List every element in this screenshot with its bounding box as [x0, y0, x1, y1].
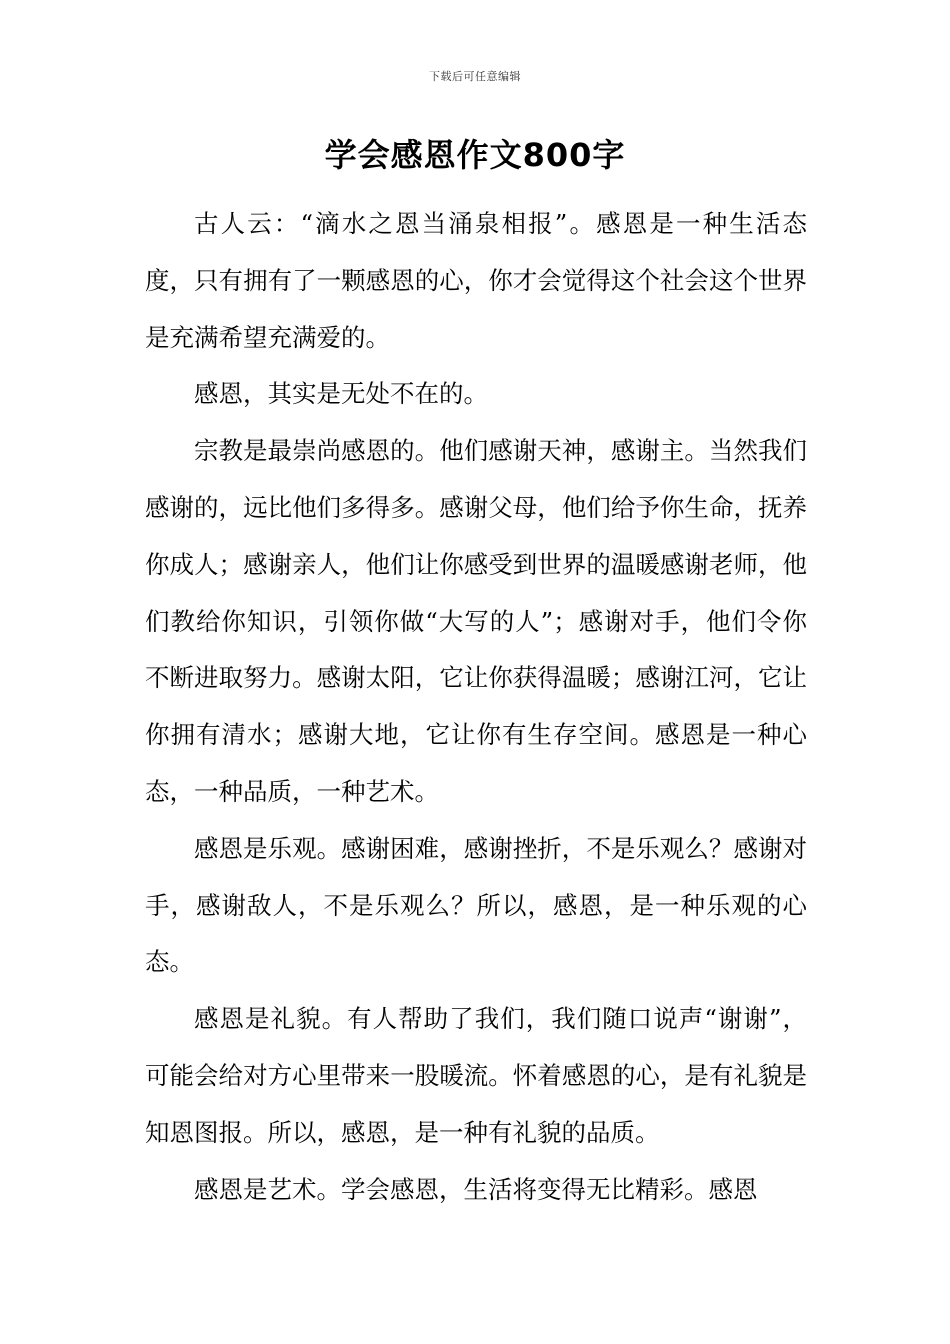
article-body — [145, 196, 807, 1218]
paragraph-4: 感恩是乐观。感谢困难，感谢挫折，不是乐观么？感谢对手，感谢敌人，不是乐观么？所以，感恩，是一种乐观的心态。 — [145, 833, 807, 977]
paragraph-2: 感恩，其实是无处不在的。 — [194, 379, 488, 409]
header-note: 下载后可任意编辑 — [429, 70, 521, 83]
paragraph-3: 宗教是最崇尚感恩的。他们感谢天神，感谢主。当然我们感谢的，远比他们多得多。感谢父母，他们给予你生命，抚养你成人；感谢亲人，他们让你感受到世界的温暖感谢老师，他们教给你知识，引领你做“大写的人”；感谢对手，他们令你不断进取努力。感谢太阳，它让你获得温暖；感谢江河，它让你拥有清水；感谢大地，它让你有生存空间。感恩是一种心态，一种品质，一种艺术。 — [145, 436, 807, 806]
paragraph-1: 古人云：“滴水之恩当涌泉相报”。感恩是一种生活态度，只有拥有了一颗感恩的心，你才会觉得这个社会这个世界是充满希望充满爱的。 — [145, 209, 807, 352]
paragraph-5: 感恩是礼貌。有人帮助了我们，我们随口说声“谢谢”，可能会给对方心里带来一股暖流。怀着感恩的心，是有礼貌是知恩图报。所以，感恩，是一种有礼貌的品质。 — [145, 1004, 807, 1147]
page-title: 学会感恩作文800字 — [324, 136, 626, 174]
paragraph-6: 感恩是艺术。学会感恩，生活将变得无比精彩。感恩 — [194, 1174, 758, 1204]
